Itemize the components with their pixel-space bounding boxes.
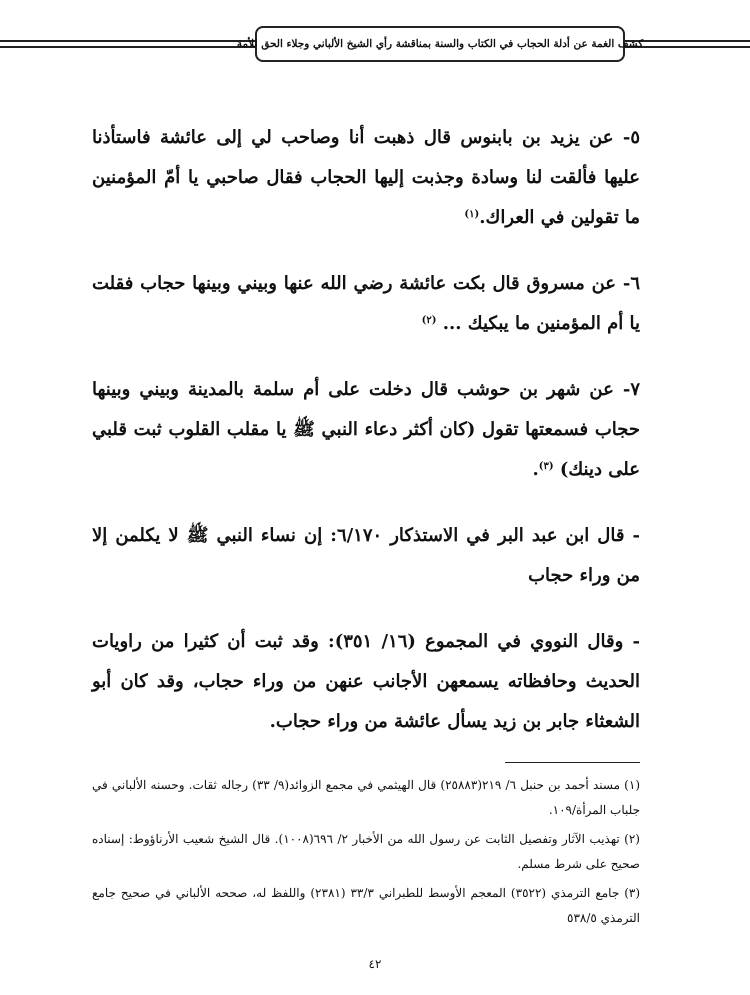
footnote-3: (٣) جامع الترمذي (٣٥٢٢) المعجم الأوسط للطبراني ٣٣/٣ (٢٣٨١) واللفظ له، صححه الألباني في صحيح جامع الترمذي ٥٣٨/٥ [92,886,641,925]
running-header [236,26,644,62]
page-number: ٤٢ [368,957,382,971]
main-text [92,118,640,768]
footnote-ref-1: (١) [464,209,480,220]
footnote-ref-3: (٣) [538,461,554,472]
paragraph-7: ٧- عن شهر بن حوشب قال دخلت على أم سلمة بالمدينة وبيني وبينها حجاب فسمعتها تقول (كان أكثر دعاء النبي ﷺ يا مقلب القلوب ثبت قلبي على دينك) $^{(٣)}$. [92,379,640,480]
footnote-1: (١) مسند أحمد بن حنبل ٦/ ٢١٩(٢٥٨٨٣) قال الهيثمي في مجمع الزوائد(٩/ ٣٣) رجاله ثقات. وحسنه الألباني في جلباب المرأة/١٠٩. [92,778,640,817]
paragraph-nawawi: - وقال النووي في المجموع (١٦/ ٣٥١): وقد ثبت أن كثيرا من راويات الحديث وحافظاته يسمعهن الأجانب عنهن من وراء حجاب، وقد كان أبو الشعثاء جابر بن زيد يسأل عائشة من وراء حجاب. [92,631,640,732]
paragraph-6: ٦- عن مسروق قال بكت عائشة رضي الله عنها وبيني وبينها حجاب فقلت يا أم المؤمنين ما يبكيك ... $^{(٢)}$ [92,273,640,334]
footnote-2: (٢) تهذيب الآثار وتفصيل الثابت عن رسول الله من الأخبار ٢/ ٦٩٦(١٠٠٨). قال الشيخ شعيب الأرناؤوط: إسناده صحيح على شرط مسلم. [92,832,640,871]
paragraph-5: ٥- عن يزيد بن بابنوس قال ذهبت أنا وصاحب لي إلى عائشة فاستأذنا عليها فألقت لنا وسادة وجذبت إليها الحجاب فقال صاحبي يا أمّ المؤمنين ما تقولين في العراك.$^{(١)}$ [92,127,640,228]
footnote-separator [505,762,640,763]
paragraph-ibn-abd-al-barr: - قال ابن عبد البر في الاستذكار ٦/١٧٠: إن نساء النبي ﷺ لا يكلمن إلا من وراء حجاب [92,525,640,586]
footnote-ref-2: (٢) [421,315,437,326]
running-header-title: كشف الغمة عن أدلة الحجاب في الكتاب والسنة بمناقشة رأي الشيخ الألباني وجلاء الحق للأمة [236,38,644,50]
footnotes [92,773,640,935]
